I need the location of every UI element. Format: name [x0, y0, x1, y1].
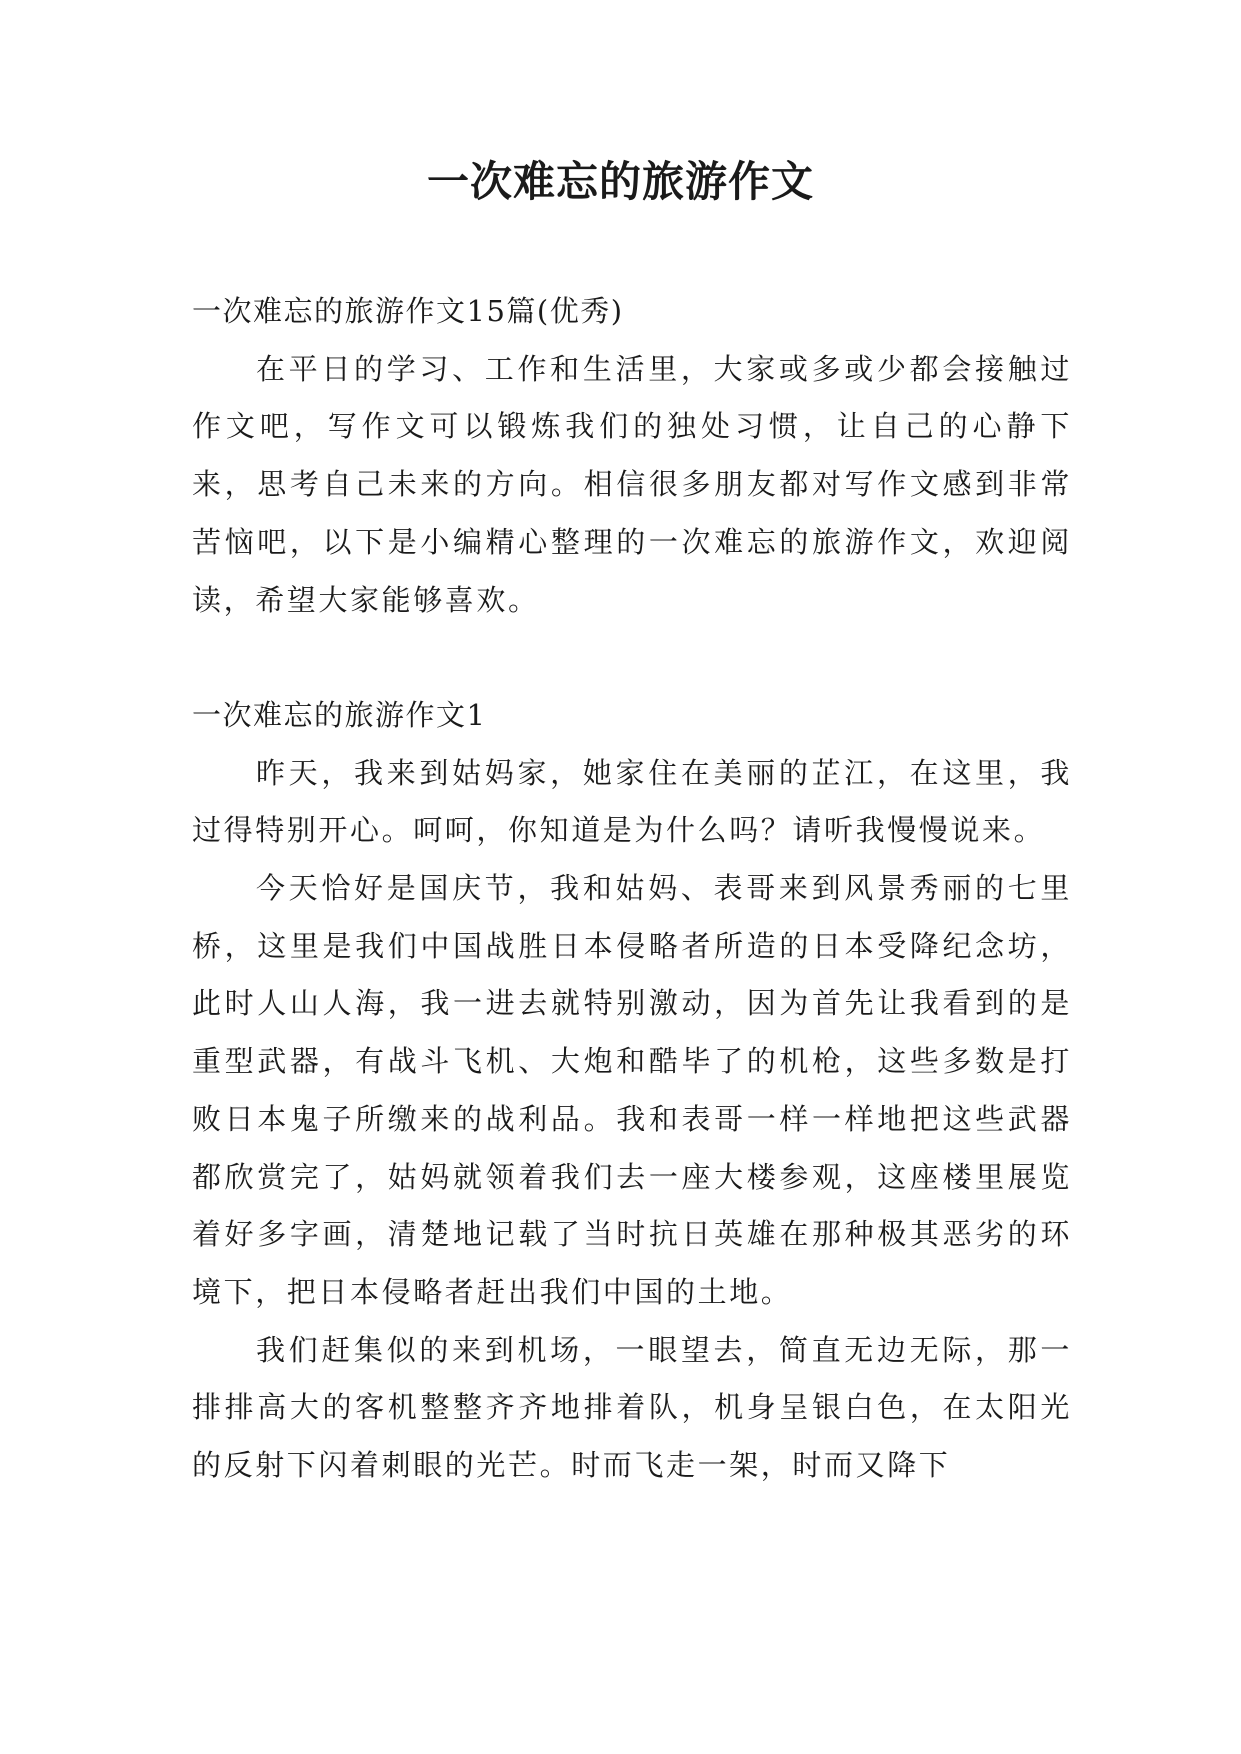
intro-paragraph: 在平日的学习、工作和生活里，大家或多或少都会接触过作文吧，写作文可以锻炼我们的独处习惯，让自己的心静下来，思考自己未来的方向。相信很多朋友都对写作文感到非常苦恼吧，以下是小编精心整理的一次难忘的旅游作文，欢迎阅读，希望大家能够喜欢。 [192, 351, 1072, 617]
page-title: 一次难忘的旅游作文 [426, 157, 814, 206]
body-paragraph-1: 昨天，我来到姑妈家，她家住在美丽的芷江，在这里，我过得特别开心。呵呵，你知道是为什么吗？请听我慢慢说来。 [192, 755, 1072, 848]
section-heading: 一次难忘的旅游作文1 [192, 697, 487, 732]
document-body [192, 283, 1072, 1495]
document-subtitle: 一次难忘的旅游作文15篇(优秀) [192, 294, 624, 328]
paragraph-gap [192, 629, 1072, 687]
body-paragraph-3: 我们赶集似的来到机场，一眼望去，简直无边无际，那一排排高大的客机整整齐齐地排着队，机身呈银白色，在太阳光的反射下闪着刺眼的光芒。时而飞走一架，时而又降下 [192, 1332, 1072, 1483]
body-paragraph-2: 今天恰好是国庆节，我和姑妈、表哥来到风景秀丽的七里桥，这里是我们中国战胜日本侵略者所造的日本受降纪念坊，此时人山人海，我一进去就特别激动，因为首先让我看到的是重型武器，有战斗飞机、大炮和酷毕了的机枪，这些多数是打败日本鬼子所缴来的战利品。我和表哥一样一样地把这些武器都欣赏完了，姑妈就领着我们去一座大楼参观，这座楼里展览着好多字画，清楚地记载了当时抗日英雄在那种极其恶劣的环境下，把日本侵略者赶出我们中国的土地。 [192, 871, 1072, 1309]
